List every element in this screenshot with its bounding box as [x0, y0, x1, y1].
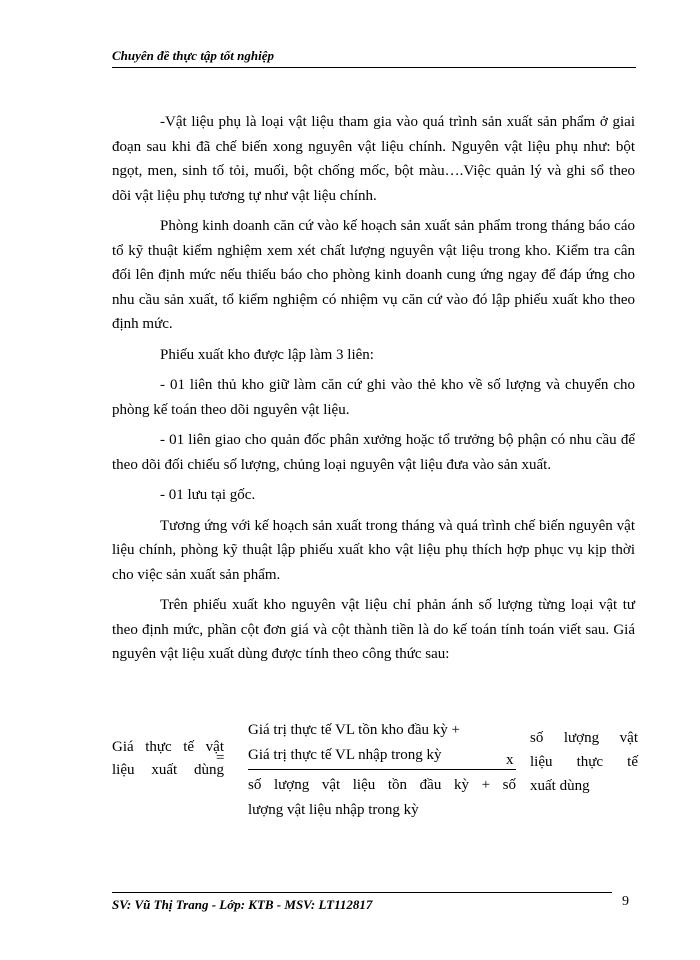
formula-denominator	[248, 773, 516, 823]
formula-times-sign: x	[506, 752, 514, 768]
footer-student-info: SV: Vũ Thị Trang - Lớp: KTB - MSV: LT112817	[112, 897, 373, 912]
paragraph-4: - 01 liên thủ kho giữ làm căn cứ ghi vào thẻ kho về số lượng và chuyển cho phòng kế toán theo dõi nguyên vật liệu.	[112, 377, 635, 418]
paragraph-8: Trên phiếu xuất kho nguyên vật liệu chỉ phản ánh số lượng từng loại vật tư theo định mức, phần cột đơn giá và cột thành tiền là do kế toán tính toán viết sau. Giá nguyên vật liệu xuất dùng được tính theo công thức sau:	[112, 597, 635, 662]
fraction-bar	[248, 769, 516, 770]
formula-fraction	[248, 718, 516, 823]
formula-denominator-line2: lượng vật liệu nhập trong kỳ	[248, 802, 419, 818]
price-formula	[112, 718, 642, 828]
page-footer	[112, 892, 612, 913]
formula-rhs-line3: xuất dùng	[530, 778, 590, 794]
formula-rhs-line2: liệu thực tế	[530, 754, 638, 770]
formula-lhs-line2: liệu xuất dùng	[112, 762, 224, 778]
paragraph-1: -Vật liệu phụ là loại vật liệu tham gia vào quá trình sản xuất sản phẩm ở giai đoạn sau khi đã chế biến xong nguyên vật liệu chính. Nguyên vật liệu phụ như: bột ngọt, men, sinh tố tỏi, muối, bột chống mốc, bột màu….Việc quản lý và ghi sổ theo dõi vật liệu phụ tương tự như vật liệu chính.	[112, 114, 635, 204]
formula-numerator-line1: Giá trị thực tế VL tồn kho đầu kỳ +	[248, 722, 460, 738]
paragraph-2: Phòng kinh doanh căn cứ vào kế hoạch sản xuất sản phẩm trong tháng báo cáo tổ kỹ thuật kiểm nghiệm xem xét chất lượng nguyên vật liệu trong kho. Kiểm tra cân đối lên định mức nếu thiếu báo cho phòng kinh doanh cung ứng ngay để đáp ứng cho nhu cầu sản xuất, tổ kiểm nghiệm có nhiệm vụ căn cứ vào đó lập phiếu xuất kho theo định mức.	[112, 218, 635, 332]
formula-equals-sign: =	[216, 750, 225, 766]
header-title: Chuyên đề thực tập tốt nghiệp	[112, 48, 274, 63]
document-body	[112, 110, 635, 673]
formula-rhs	[530, 726, 638, 798]
formula-rhs-line1: số lượng vật	[530, 730, 638, 746]
page-number: 9	[622, 894, 629, 909]
formula-denominator-line1: số lượng vật liệu tồn đầu kỳ + số	[248, 777, 516, 793]
page-header	[112, 48, 636, 68]
formula-lhs	[112, 736, 224, 782]
formula-numerator-line2: Giá trị thực tế VL nhập trong kỳ	[248, 747, 442, 763]
paragraph-6: - 01 lưu tại gốc.	[160, 487, 256, 503]
formula-lhs-line1: Giá thực tế vật	[112, 739, 224, 755]
formula-numerator	[248, 718, 516, 768]
paragraph-5: - 01 liên giao cho quản đốc phân xưởng hoặc tổ trưởng bộ phận có nhu cầu để theo dõi đối chiếu số lượng, chủng loại nguyên vật liệu đưa vào sản xuất.	[112, 432, 635, 473]
paragraph-3: Phiếu xuất kho được lập làm 3 liên:	[160, 346, 374, 363]
paragraph-7: Tương ứng với kế hoạch sản xuất trong tháng và quá trình chế biến nguyên vật liệu chính, phòng kỹ thuật lập phiếu xuất kho vật liệu phụ thích hợp phục vụ kịp thời cho việc sản xuất sản phẩm.	[112, 517, 635, 583]
